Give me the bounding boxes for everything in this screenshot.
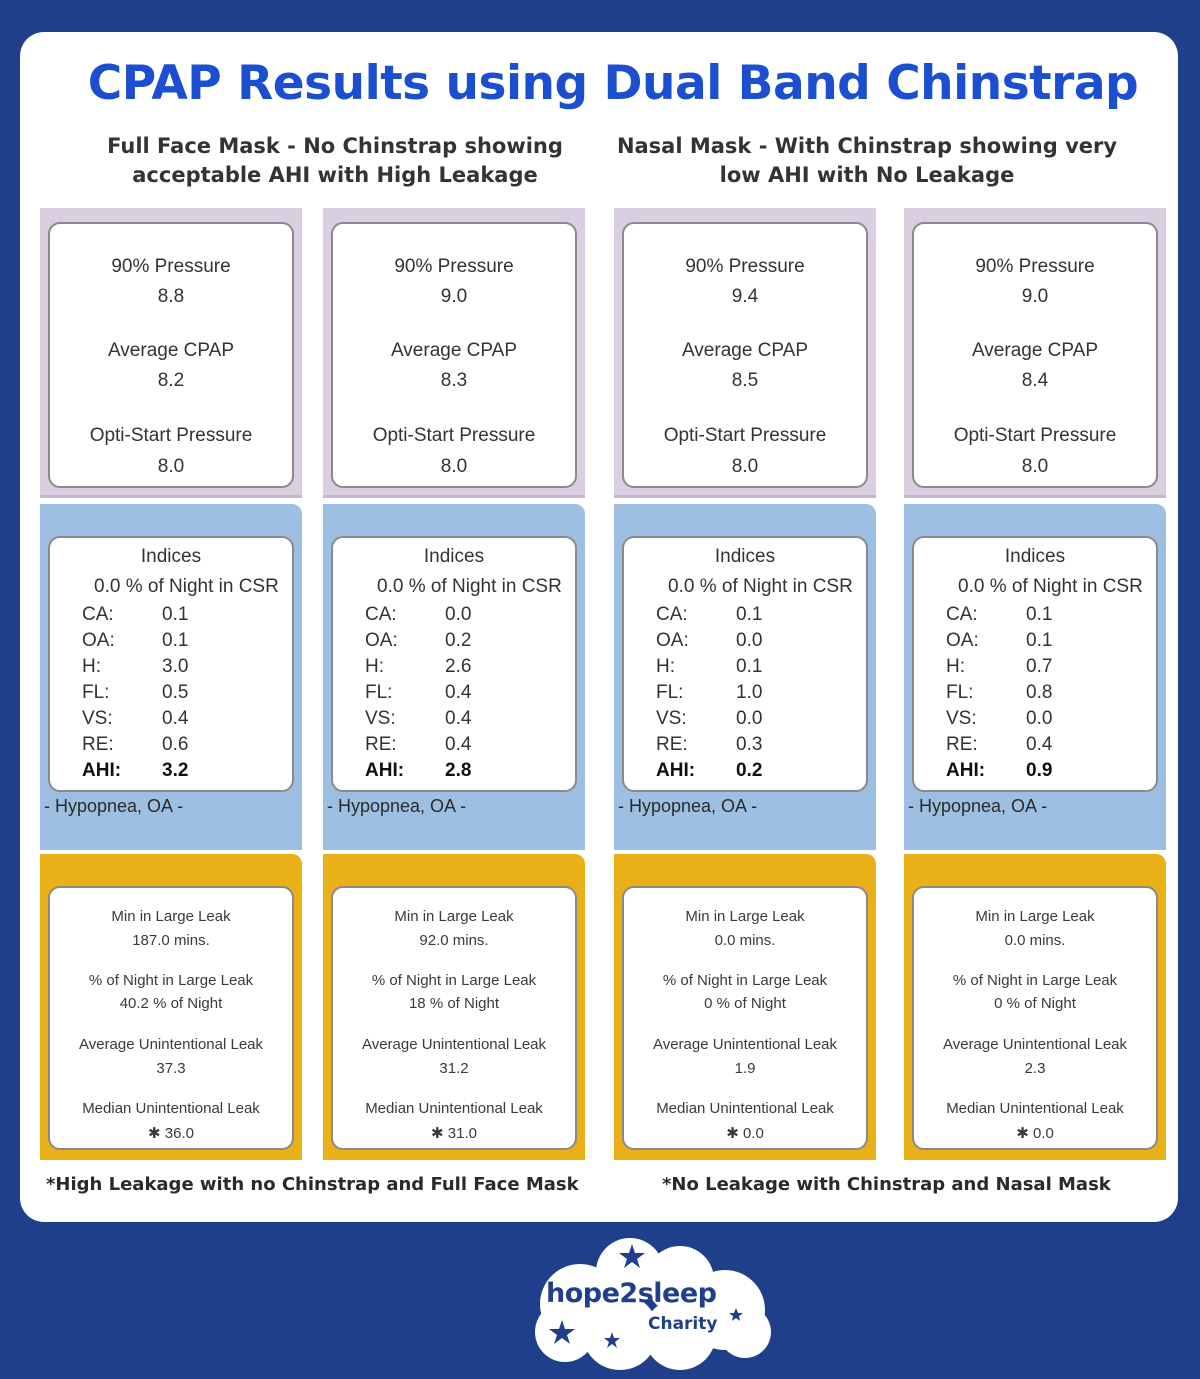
- asterisk-icon: ✱: [1016, 1125, 1029, 1142]
- mins-unit: mins.: [452, 932, 489, 949]
- index-value: 0.0: [736, 708, 763, 729]
- avg-leak-label: Average Unintentional Leak: [78, 1036, 264, 1053]
- pressure-box: [331, 222, 577, 488]
- indices-box: [622, 536, 868, 792]
- index-row-oa: [656, 630, 856, 655]
- index-label: VS:: [365, 708, 396, 729]
- mins-unit: mins.: [739, 932, 776, 949]
- index-label: FL:: [82, 682, 110, 703]
- index-value: 0.4: [1026, 734, 1053, 755]
- median-leak-value: 36.0: [164, 1125, 194, 1142]
- index-row-h: [82, 656, 282, 681]
- of-night-unit: % of Night: [429, 995, 500, 1012]
- avg-leak-value: 37.3: [156, 1060, 186, 1077]
- ahi-value: 2.8: [445, 760, 472, 781]
- ahi-value: 3.2: [162, 760, 189, 781]
- leak-box: [912, 886, 1158, 1150]
- index-label: VS:: [82, 708, 113, 729]
- pressure-90-label: 90% Pressure: [685, 256, 805, 277]
- opti-start-label: Opti-Start Pressure: [89, 425, 253, 446]
- pct-large-leak-line: [333, 995, 575, 1012]
- index-label: RE:: [656, 734, 688, 755]
- leak-box: [331, 886, 577, 1150]
- asterisk-icon: ✱: [431, 1125, 444, 1142]
- index-value: 0.1: [162, 604, 189, 625]
- median-leak-value: 31.0: [447, 1125, 477, 1142]
- index-value: 1.0: [736, 682, 763, 703]
- index-label: VS:: [656, 708, 687, 729]
- index-label: FL:: [946, 682, 974, 703]
- average-cpap-value: 8.4: [1021, 370, 1049, 391]
- min-large-leak-value: 92.0: [419, 932, 449, 949]
- hypopnea-label: - Hypopnea, OA -: [908, 796, 1048, 816]
- min-large-leak-value: 0.0: [714, 932, 736, 949]
- median-leak-line: [50, 1124, 292, 1142]
- index-row-h: [365, 656, 565, 681]
- index-value: 0.1: [736, 604, 763, 625]
- min-large-leak-label: Min in Large Leak: [975, 908, 1095, 925]
- csr-label: % of Night in CSR: [408, 576, 562, 597]
- index-value: 0.1: [736, 656, 763, 677]
- subtitle-line: Nasal Mask - With Chinstrap showing very: [616, 134, 1118, 158]
- index-row-fl: [946, 682, 1146, 707]
- index-row-oa: [946, 630, 1146, 655]
- average-cpap-label: Average CPAP: [107, 340, 235, 361]
- min-large-leak-line: [624, 932, 866, 949]
- index-label: H:: [656, 656, 675, 677]
- pressure-90-label: 90% Pressure: [394, 256, 514, 277]
- index-row-ahi: [946, 760, 1146, 785]
- index-label: CA:: [365, 604, 397, 625]
- index-value: 0.2: [445, 630, 472, 651]
- index-label: CA:: [656, 604, 688, 625]
- footnote-left: *High Leakage with no Chinstrap and Full Face Mask: [46, 1174, 579, 1195]
- hypopnea-label: - Hypopnea, OA -: [618, 796, 758, 816]
- index-value: 0.4: [445, 708, 472, 729]
- indices-heading: Indices: [423, 546, 485, 567]
- index-label: CA:: [82, 604, 114, 625]
- indices-heading: Indices: [140, 546, 202, 567]
- median-leak-label: Median Unintentional Leak: [82, 1100, 260, 1117]
- csr-line: [94, 576, 279, 598]
- index-label: FL:: [365, 682, 393, 703]
- indices-box: [912, 536, 1158, 792]
- average-cpap-value: 8.2: [157, 370, 185, 391]
- opti-start-label: Opti-Start Pressure: [663, 425, 827, 446]
- index-row-fl: [82, 682, 282, 707]
- asterisk-icon: ✱: [148, 1125, 161, 1142]
- min-large-leak-label: Min in Large Leak: [685, 908, 805, 925]
- pct-large-leak-label: % of Night in Large Leak: [952, 972, 1118, 989]
- index-value: 0.5: [162, 682, 189, 703]
- index-label: RE:: [82, 734, 114, 755]
- index-value: 0.1: [162, 630, 189, 651]
- index-row-ca: [365, 604, 565, 629]
- csr-label: % of Night in CSR: [125, 576, 279, 597]
- avg-leak-label: Average Unintentional Leak: [652, 1036, 838, 1053]
- csr-line: [958, 576, 1143, 598]
- index-value: 0.8: [1026, 682, 1053, 703]
- pressure-90-value: 9.4: [731, 286, 759, 307]
- logo-subtitle: Charity: [648, 1314, 718, 1334]
- median-leak-label: Median Unintentional Leak: [365, 1100, 543, 1117]
- mins-unit: mins.: [173, 932, 210, 949]
- avg-leak-label: Average Unintentional Leak: [942, 1036, 1128, 1053]
- opti-start-value: 8.0: [1021, 456, 1049, 477]
- index-row-vs: [656, 708, 856, 733]
- pct-large-leak-label: % of Night in Large Leak: [88, 972, 254, 989]
- index-row-ahi: [656, 760, 856, 785]
- of-night-unit: % of Night: [1006, 995, 1076, 1012]
- subtitle-line: acceptable AHI with High Leakage: [132, 163, 538, 187]
- index-label: H:: [82, 656, 101, 677]
- ahi-value: 0.9: [1026, 760, 1053, 781]
- mins-unit: mins.: [1029, 932, 1066, 949]
- min-large-leak-line: [914, 932, 1156, 949]
- pct-large-leak-label: % of Night in Large Leak: [662, 972, 828, 989]
- index-value: 0.1: [1026, 604, 1053, 625]
- avg-leak-value: 1.9: [734, 1060, 756, 1077]
- ahi-label: AHI:: [946, 760, 986, 781]
- subtitle-line: Full Face Mask - No Chinstrap showing: [107, 134, 563, 158]
- index-label: RE:: [365, 734, 397, 755]
- avg-leak-value: 2.3: [1024, 1060, 1046, 1077]
- pct-large-leak-value: 0: [704, 995, 713, 1012]
- csr-value: 0.0: [958, 576, 985, 597]
- leak-box: [622, 886, 868, 1150]
- index-row-re: [365, 734, 565, 759]
- opti-start-label: Opti-Start Pressure: [953, 425, 1117, 446]
- index-label: H:: [946, 656, 965, 677]
- pct-large-leak-label: % of Night in Large Leak: [371, 972, 537, 989]
- index-value: 0.0: [736, 630, 763, 651]
- csr-label: % of Night in CSR: [989, 576, 1143, 597]
- index-value: 0.4: [445, 734, 472, 755]
- pressure-90-label: 90% Pressure: [111, 256, 231, 277]
- pressure-90-label: 90% Pressure: [975, 256, 1095, 277]
- min-large-leak-value: 187.0: [132, 932, 170, 949]
- index-label: H:: [365, 656, 384, 677]
- pct-large-leak-value: 40.2: [119, 995, 149, 1012]
- ahi-label: AHI:: [82, 760, 122, 781]
- pct-large-leak-line: [50, 995, 292, 1012]
- index-value: 2.6: [445, 656, 472, 677]
- index-row-fl: [365, 682, 565, 707]
- opti-start-value: 8.0: [157, 456, 185, 477]
- index-label: OA:: [82, 630, 115, 651]
- median-leak-value: 0.0: [1032, 1125, 1054, 1142]
- index-value: 0.6: [162, 734, 189, 755]
- indices-box: [331, 536, 577, 792]
- csr-label: % of Night in CSR: [699, 576, 853, 597]
- ahi-value: 0.2: [736, 760, 763, 781]
- index-value: 0.3: [736, 734, 763, 755]
- csr-value: 0.0: [377, 576, 404, 597]
- pressure-box: [912, 222, 1158, 488]
- index-row-vs: [946, 708, 1146, 733]
- index-value: 3.0: [162, 656, 189, 677]
- index-row-ca: [656, 604, 856, 629]
- median-leak-label: Median Unintentional Leak: [656, 1100, 834, 1117]
- pct-large-leak-line: [914, 995, 1156, 1012]
- average-cpap-label: Average CPAP: [971, 340, 1099, 361]
- index-row-oa: [365, 630, 565, 655]
- asterisk-icon: ✱: [726, 1125, 739, 1142]
- index-row-re: [656, 734, 856, 759]
- median-leak-line: [624, 1124, 866, 1142]
- csr-line: [377, 576, 562, 598]
- avg-leak-value: 31.2: [439, 1060, 469, 1077]
- of-night-unit: % of Night: [153, 995, 223, 1012]
- footnote-right: *No Leakage with Chinstrap and Nasal Mask: [662, 1174, 1111, 1195]
- leak-box: [48, 886, 294, 1150]
- index-value: 0.4: [162, 708, 189, 729]
- average-cpap-label: Average CPAP: [681, 340, 809, 361]
- index-row-vs: [82, 708, 282, 733]
- index-label: RE:: [946, 734, 978, 755]
- pressure-90-value: 9.0: [440, 286, 468, 307]
- ahi-label: AHI:: [656, 760, 696, 781]
- median-leak-line: [914, 1124, 1156, 1142]
- pct-large-leak-value: 0: [994, 995, 1003, 1012]
- min-large-leak-label: Min in Large Leak: [111, 908, 231, 925]
- pressure-box: [622, 222, 868, 488]
- median-leak-label: Median Unintentional Leak: [946, 1100, 1124, 1117]
- index-row-ahi: [365, 760, 565, 785]
- hypopnea-label: - Hypopnea, OA -: [44, 796, 184, 816]
- index-row-re: [946, 734, 1146, 759]
- opti-start-label: Opti-Start Pressure: [372, 425, 536, 446]
- index-row-ca: [82, 604, 282, 629]
- index-row-vs: [365, 708, 565, 733]
- hypopnea-label: - Hypopnea, OA -: [327, 796, 467, 816]
- average-cpap-label: Average CPAP: [390, 340, 518, 361]
- pressure-90-value: 9.0: [1021, 286, 1049, 307]
- opti-start-value: 8.0: [731, 456, 759, 477]
- average-cpap-value: 8.3: [440, 370, 468, 391]
- pressure-box: [48, 222, 294, 488]
- index-label: OA:: [946, 630, 979, 651]
- index-value: 0.7: [1026, 656, 1053, 677]
- median-leak-value: 0.0: [742, 1125, 764, 1142]
- min-large-leak-line: [333, 932, 575, 949]
- logo-name: hope2sleep: [546, 1278, 717, 1309]
- index-row-fl: [656, 682, 856, 707]
- csr-line: [668, 576, 853, 598]
- index-label: OA:: [365, 630, 398, 651]
- csr-value: 0.0: [94, 576, 121, 597]
- min-large-leak-line: [50, 932, 292, 949]
- opti-start-value: 8.0: [440, 456, 468, 477]
- index-value: 0.1: [1026, 630, 1053, 651]
- index-value: 0.0: [445, 604, 472, 625]
- pct-large-leak-line: [624, 995, 866, 1012]
- index-value: 0.0: [1026, 708, 1053, 729]
- min-large-leak-value: 0.0: [1004, 932, 1026, 949]
- index-label: FL:: [656, 682, 684, 703]
- index-label: OA:: [656, 630, 689, 651]
- index-label: VS:: [946, 708, 977, 729]
- subtitle-line: low AHI with No Leakage: [719, 163, 1015, 187]
- subtitle-nasal: [572, 132, 1162, 190]
- index-row-h: [946, 656, 1146, 681]
- index-row-h: [656, 656, 856, 681]
- min-large-leak-label: Min in Large Leak: [394, 908, 514, 925]
- csr-value: 0.0: [668, 576, 695, 597]
- ahi-label: AHI:: [365, 760, 405, 781]
- average-cpap-value: 8.5: [731, 370, 759, 391]
- page-title: CPAP Results using Dual Band Chinstrap: [87, 56, 1139, 111]
- median-leak-line: [333, 1124, 575, 1142]
- subtitle-full-face: [40, 132, 630, 190]
- indices-box: [48, 536, 294, 792]
- index-row-oa: [82, 630, 282, 655]
- indices-heading: Indices: [1004, 546, 1066, 567]
- index-row-re: [82, 734, 282, 759]
- index-label: CA:: [946, 604, 978, 625]
- indices-heading: Indices: [714, 546, 776, 567]
- index-value: 0.4: [445, 682, 472, 703]
- avg-leak-label: Average Unintentional Leak: [361, 1036, 547, 1053]
- pct-large-leak-value: 18: [408, 995, 426, 1012]
- pressure-90-value: 8.8: [157, 286, 185, 307]
- index-row-ahi: [82, 760, 282, 785]
- of-night-unit: % of Night: [716, 995, 786, 1012]
- index-row-ca: [946, 604, 1146, 629]
